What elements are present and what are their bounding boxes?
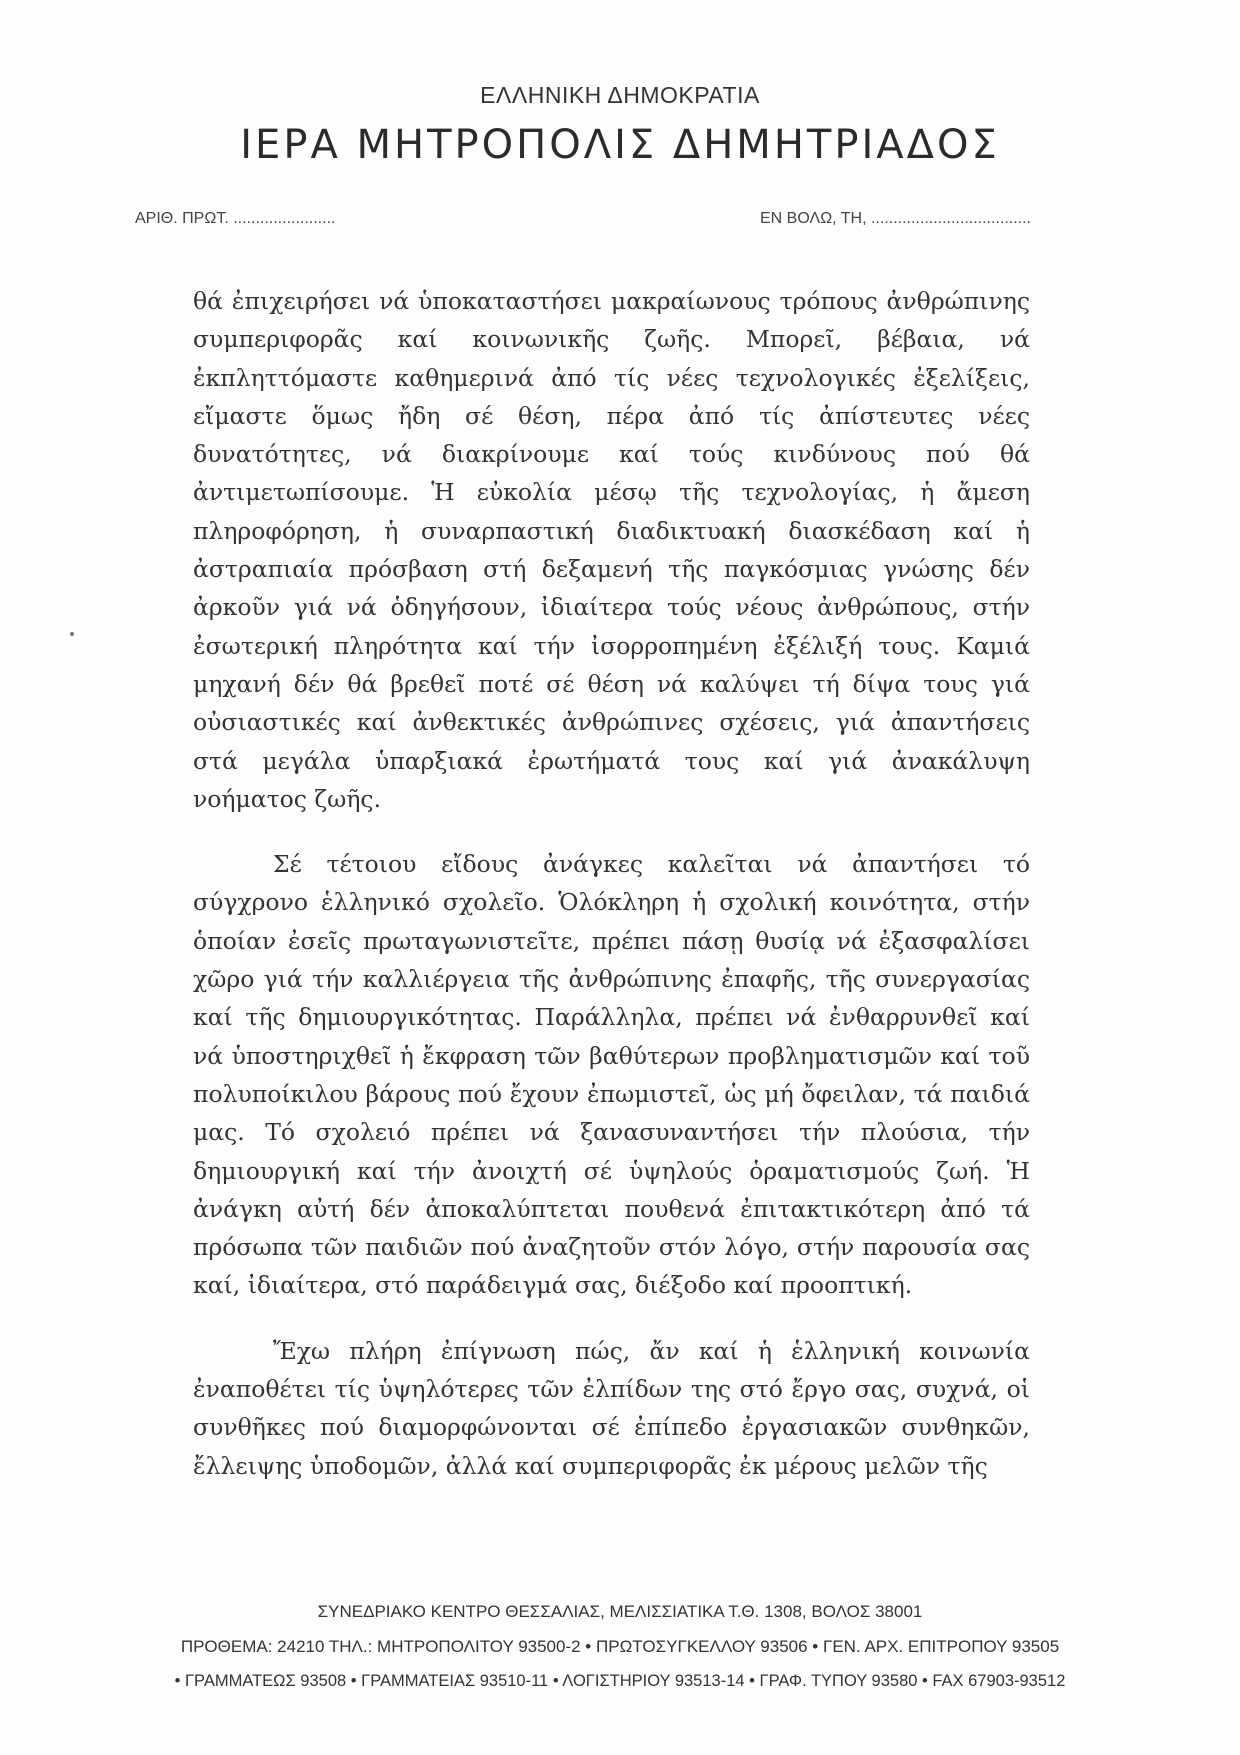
- metropolis-title: ΙΕΡΑ ΜΗΤΡΟΠΟΛΙΣ ΔΗΜΗΤΡΙΑΔΟΣ: [240, 122, 1000, 168]
- paragraph-3: Ἔχω πλήρη ἐπίγνωση πώς, ἄν καί ἡ ἑλληνική κοινωνία ἐναποθέτει τίς ὑψηλότερες τῶν ἐλπίδων της στό ἔργο σας, συχνά, οἱ συνθῆκες πού διαμορφώνονται σέ ἐπίπεδο ἐργασιακῶν συνθηκῶν, ἔλλειψης ὑποδομῶν, ἀλλά καί συμπεριφορᾶς ἐκ μέρους μελῶν τῆς: [193, 1336, 1030, 1480]
- footer-phones-line-2: • ΓΡΑΜΜΑΤΕΩΣ 93508 • ΓΡΑΜΜΑΤΕΙΑΣ 93510-11 • ΛΟΓΙΣΤΗΡΙΟΥ 93513-14 • ΓΡΑΦ. ΤΥΠΟΥ 93580 • FAX 67903-93512: [174, 1672, 1066, 1690]
- margin-dot: [70, 632, 74, 636]
- footer-address: ΣΥΝΕΔΡΙΑΚΟ ΚΕΝΤΡΟ ΘΕΣΣΑΛΙΑΣ, ΜΕΛΙΣΣΙΑΤΙΚΑ Τ.Θ. 1308, ΒΟΛΟΣ 38001: [317, 1602, 923, 1621]
- protocol-number-label: ΑΡΙΘ. ΠΡΩΤ. .......................: [135, 210, 336, 227]
- state-header: ΕΛΛΗΝΙΚΗ ΔΗΜΟΚΡΑΤΙΑ: [480, 82, 760, 108]
- letter-body: [193, 282, 1030, 1512]
- paragraph-2: Σέ τέτοιου εἴδους ἀνάγκες καλεῖται νά ἀπαντήσει τό σύγχρονο ἑλληνικό σχολεῖο. Ὁλόκληρη ἡ σχολική κοινότητα, στήν ὁποίαν ἐσεῖς πρωταγωνιστεῖτε, πρέπει πάσῃ θυσίᾳ νά ἐξασφαλίσει χῶρο γιά τήν καλλιέργεια τῆς ἀνθρώπινης ἐπαφῆς, τῆς συνεργασίας καί τῆς δημιουργικότητας. Παράλληλα, πρέπει νά ἐνθαρρυνθεῖ καί νά ὑποστηριχθεῖ ἡ ἔκφραση τῶν βαθύτερων προβληματισμῶν καί τοῦ πολυποίκιλου βάρους πού ἔχουν ἐπωμιστεῖ, ὡς μή ὄφειλαν, τά παιδιά μας. Τό σχολειό πρέπει νά ξανασυναντήσει τήν πλούσια, τήν δημιουργική καί τήν ἀνοιχτή σέ ὑψηλούς ὁραματισμούς ζωή. Ἡ ἀνάγκη αὐτή δέν ἀποκαλύπτεται πουθενά ἐπιτακτικότερη ἀπό τά πρόσωπα τῶν παιδιῶν πού ἀναζητοῦν στόν λόγο, στήν παρουσία σας καί, ἰδιαίτερα, στό παράδειγμά σας, διέξοδο καί προοπτική.: [193, 850, 1030, 1300]
- paragraph-1: θά ἐπιχειρήσει νά ὑποκαταστήσει μακραίωνους τρόπους ἀνθρώπινης συμπεριφορᾶς καί κοινωνικῆς ζωῆς. Μπορεῖ, βέβαια, νά ἐκπληττόμαστε καθημερινά ἀπό τίς νέες τεχνολογικές ἐξελίξεις, εἴμαστε ὅμως ἤδη σέ θέση, πέρα ἀπό τίς ἀπίστευτες νέες δυνατότητες, νά διακρίνουμε καί τούς κινδύνους πού θά ἀντιμετωπίσουμε. Ἡ εὐκολία μέσῳ τῆς τεχνολογίας, ἡ ἄμεση πληροφόρηση, ἡ συναρπαστική διαδικτυακή διασκέδαση καί ἡ ἀστραπιαία πρόσβαση στή δεξαμενή τῆς παγκόσμιας γνώσης δέν ἀρκοῦν γιά νά ὁδηγήσουν, ἰδιαίτερα τούς νέους ἀνθρώπους, στήν ἐσωτερική πληρότητα καί τήν ἰσορροπημένη ἐξέλιξή τους. Καμιά μηχανή δέν θά βρεθεῖ ποτέ σέ θέση νά καλύψει τή δίψα τους γιά οὐσιαστικές καί ἀνθεκτικές ἀνθρώπινες σχέσεις, γιά ἀπαντήσεις στά μεγάλα ὑπαρξιακά ἐρωτήματά τους καί γιά ἀνακάλυψη νοήματος ζωῆς.: [193, 287, 1030, 813]
- footer-phones-line-1: ΠΡΟΘΕΜΑ: 24210 ΤΗΛ.: ΜΗΤΡΟΠΟΛΙΤΟΥ 93500-2 • ΠΡΩΤΟΣΥΓΚΕΛΛΟΥ 93506 • ΓΕΝ. ΑΡΧ. ΕΠΙΤΡΟΠΟΥ 93505: [180, 1637, 1060, 1656]
- place-date-label: ΕΝ ΒΟΛΩ, ΤΗ, ....................................: [760, 210, 1031, 227]
